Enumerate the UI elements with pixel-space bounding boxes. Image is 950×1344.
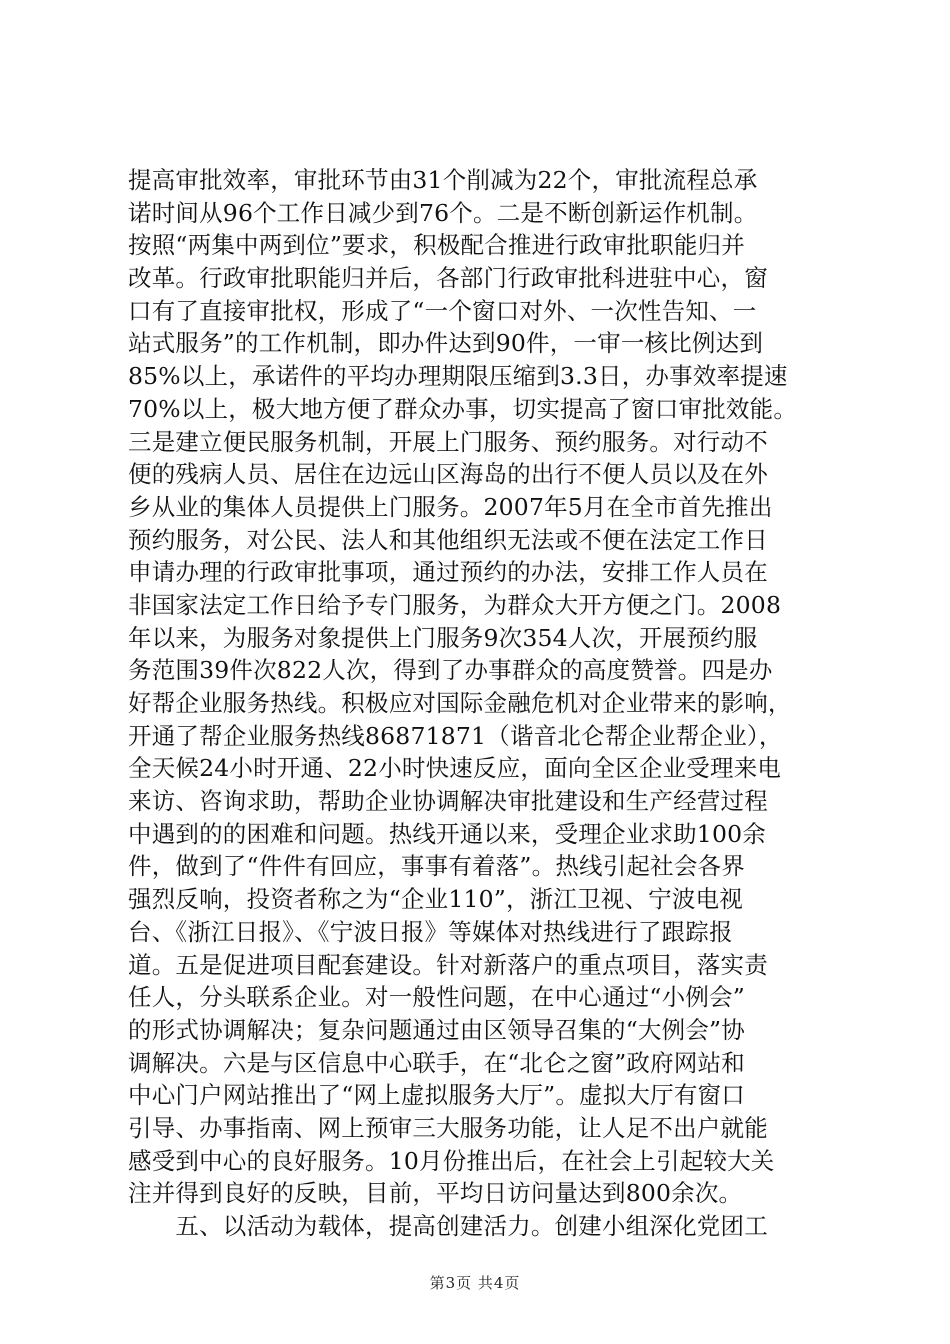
text-line: 五、以活动为载体，提高创建活力。创建小组深化党团工 (128, 1212, 768, 1240)
text-line: 台、《浙江日报》、《宁波日报》等媒体对热线进行了跟踪报 (128, 917, 733, 946)
text-line: 便的残病人员、居住在边远山区海岛的出行不便人员以及在外 (128, 460, 768, 489)
text-line: 非国家法定工作日给予专门服务，为群众大开方便之门。2008 (128, 590, 782, 619)
text-line: 全天候24小时开通、22小时快速反应，面向全区企业受理来电 (128, 754, 782, 783)
text-line: 三是建立便民服务机制，开展上门服务、预约服务。对行动不 (128, 427, 768, 456)
text-line: 中心门户网站推出了“网上虚拟服务大厅”。虚拟大厅有窗口 (128, 1081, 745, 1110)
text-line: 预约服务，对公民、法人和其他组织无法或不便在法定工作日 (128, 525, 768, 554)
body-text (128, 164, 828, 1243)
page-number-footer: 第3页 共4页 (429, 1274, 521, 1292)
text-line: 件，做到了“件件有回应，事事有着落”。热线引起社会各界 (128, 852, 745, 881)
text-line: 道。五是促进项目配套建设。针对新落户的重点项目，落实责 (128, 950, 768, 979)
text-line: 年以来，为服务对象提供上门服务9次354人次，开展预约服 (128, 623, 758, 652)
text-line: 引导、办事指南、网上预审三大服务功能，让人足不出户就能 (128, 1113, 768, 1142)
text-line: 开通了帮企业服务热线86871871（谐音北仑帮企业帮企业）， (128, 721, 783, 750)
text-line: 中遇到的的困难和问题。热线开通以来，受理企业求助100余 (128, 819, 766, 848)
text-line: 的形式协调解决；复杂问题通过由区领导召集的“大例会”协 (128, 1015, 745, 1044)
text-line: 85%以上，承诺件的平均办理期限压缩到3.3日，办事效率提速 (128, 362, 788, 391)
text-line: 调解决。六是与区信息中心联手，在“北仑之窗”政府网站和 (128, 1048, 745, 1077)
text-line: 诺时间从96个工作日减少到76个。二是不断创新运作机制。 (128, 198, 758, 227)
text-line: 注并得到良好的反映，目前，平均日访问量达到800余次。 (128, 1179, 743, 1208)
text-line: 感受到中心的良好服务。10月份推出后，在社会上引起较大关 (128, 1146, 775, 1175)
text-line: 任人，分头联系企业。对一般性问题，在中心通过“小例会” (128, 983, 745, 1012)
text-line: 乡从业的集体人员提供上门服务。2007年5月在全市首先推出 (128, 492, 773, 521)
text-line: 按照“两集中两到位”要求，积极配合推进行政审批职能归并 (128, 231, 745, 260)
text-line: 强烈反响，投资者称之为“企业110”，浙江卫视、宁波电视 (128, 885, 743, 914)
text-line: 70%以上，极大地方便了群众办事，切实提高了窗口审批效能。 (128, 394, 798, 423)
text-line: 申请办理的行政审批事项，通过预约的办法，安排工作人员在 (128, 558, 768, 587)
text-line: 来访、咨询求助，帮助企业协调解决审批建设和生产经营过程 (128, 787, 768, 816)
text-line: 好帮企业服务热线。积极应对国际金融危机对企业带来的影响， (128, 689, 792, 717)
text-line: 站式服务”的工作机制，即办件达到90件，一审一核比例达到 (128, 329, 764, 358)
text-line: 务范围39件次822人次，得到了办事群众的高度赞誉。四是办 (128, 656, 773, 685)
text-line: 改革。行政审批职能归并后，各部门行政审批科进驻中心，窗 (128, 264, 768, 293)
text-line: 提高审批效率，审批环节由31个削减为22个，审批流程总承 (128, 166, 758, 194)
text-line: 口有了直接审批权，形成了“一个窗口对外、一次性告知、一 (128, 296, 757, 325)
